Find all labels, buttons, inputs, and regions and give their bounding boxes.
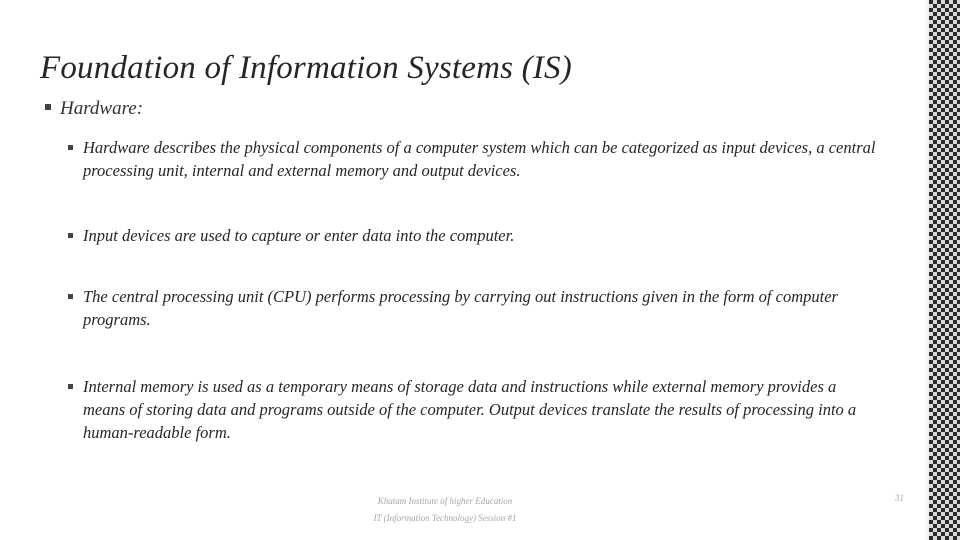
side-checker-pattern [929,0,960,540]
square-bullet-icon [68,294,73,299]
list-item-text: Internal memory is used as a temporary means of storage data and instructions while external memory provides a means of storing data and programs outside of the computer. Output devices translate the results of processing into a human-readable form. [83,377,857,442]
bullet-hardware [45,98,143,120]
bullet-hardware-label: Hardware: [60,98,144,119]
list-item [68,224,888,247]
list-item [68,375,888,444]
square-bullet-icon [68,384,73,389]
list-item [68,136,888,182]
square-bullet-icon [68,145,73,150]
page-number: 31 [895,493,904,503]
footer-course: IT (Information Technology) Session #1 [373,513,517,523]
list-item-text: Input devices are used to capture or enter data into the computer. [83,226,515,245]
list-item-text: The central processing unit (CPU) performs processing by carrying out instructions given in the form of computer programs. [83,287,838,329]
footer-institution: Khatam Institute of higher Education [377,496,513,506]
slide-title: Foundation of Information Systems (IS) [40,50,572,86]
list-item [68,285,888,331]
list-item-text: Hardware describes the physical components of a computer system which can be categorized as input devices, a central processing unit, internal and external memory and output devices. [83,138,876,180]
slide-footer [350,493,540,527]
square-bullet-icon [68,233,73,238]
square-bullet-icon [45,104,51,110]
